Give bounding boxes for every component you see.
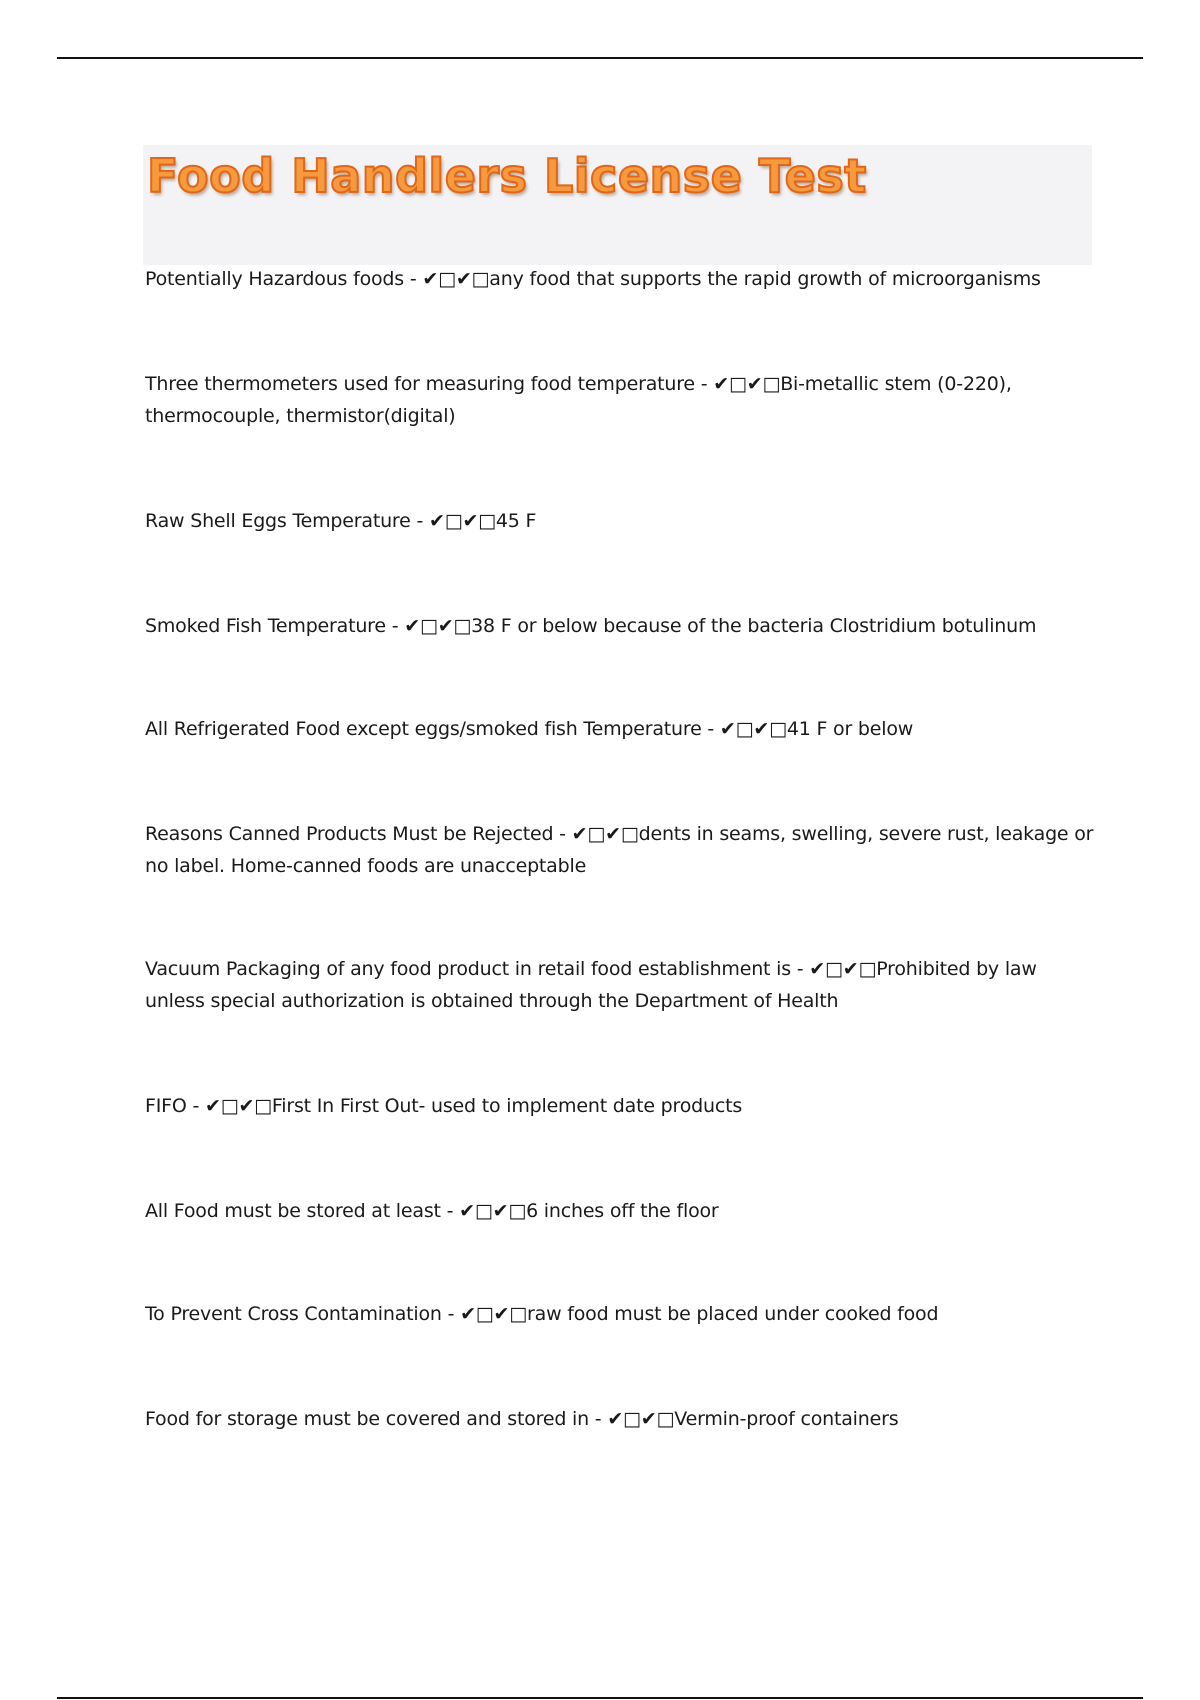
qa-item <box>145 1403 1095 1435</box>
qa-item <box>145 368 1095 432</box>
separator: - <box>790 958 810 980</box>
answer-text: Bi-metallic stem (0-220), thermocouple, thermistor(digital) <box>145 373 1012 427</box>
qa-item <box>145 713 1095 745</box>
separator: - <box>385 615 405 637</box>
check-marks: ✔□✔□ <box>428 510 496 532</box>
separator: - <box>404 268 423 290</box>
qa-item <box>145 263 1095 295</box>
separator: - <box>186 1095 205 1117</box>
question-text: Food for storage must be covered and stored in <box>145 1408 589 1430</box>
check-marks: ✔□✔□ <box>460 1303 528 1325</box>
answer-text: 45 F <box>495 510 537 532</box>
answer-text: raw food must be placed under cooked food <box>527 1303 939 1325</box>
separator: - <box>410 510 429 532</box>
check-marks: ✔□✔□ <box>459 1200 527 1222</box>
question-text: Potentially Hazardous foods <box>145 268 404 290</box>
answer-text: Vermin-proof containers <box>674 1408 899 1430</box>
top-rule <box>57 57 1143 59</box>
question-text: All Refrigerated Food except eggs/smoked fish Temperature <box>145 718 702 740</box>
check-marks: ✔□✔□ <box>422 268 490 290</box>
answer-text: any food that supports the rapid growth of microorganisms <box>489 268 1041 290</box>
question-text: To Prevent Cross Contamination <box>145 1303 442 1325</box>
check-marks: ✔□✔□ <box>607 1408 675 1430</box>
check-marks: ✔□✔□ <box>713 373 781 395</box>
check-marks: ✔□✔□ <box>809 958 877 980</box>
question-text: Three thermometers used for measuring food temperature <box>145 373 695 395</box>
question-text: Reasons Canned Products Must be Rejected <box>145 823 554 845</box>
answer-text: 6 inches off the floor <box>526 1200 719 1222</box>
question-text: FIFO <box>145 1095 187 1117</box>
check-marks: ✔□✔□ <box>404 615 472 637</box>
qa-item <box>145 610 1095 642</box>
check-marks: ✔□✔□ <box>571 823 639 845</box>
separator: - <box>440 1200 460 1222</box>
check-marks: ✔□✔□ <box>719 718 787 740</box>
question-text: Smoked Fish Temperature <box>145 615 386 637</box>
answer-text: First In First Out- used to implement date products <box>271 1095 743 1117</box>
question-text: Vacuum Packaging of any food product in retail food establishment is <box>145 958 791 980</box>
separator: - <box>441 1303 461 1325</box>
qa-item <box>145 953 1095 1017</box>
answer-text: 41 F or below <box>786 718 914 740</box>
question-text: Raw Shell Eggs Temperature <box>145 510 411 532</box>
qa-item <box>145 1298 1095 1330</box>
separator: - <box>694 373 714 395</box>
check-marks: ✔□✔□ <box>204 1095 272 1117</box>
document-title: Food Handlers License Test <box>147 149 867 203</box>
bottom-rule <box>57 1697 1143 1699</box>
separator: - <box>701 718 720 740</box>
qa-item <box>145 1195 1095 1227</box>
question-text: All Food must be stored at least <box>145 1200 441 1222</box>
title-banner <box>143 145 1092 265</box>
qa-item <box>145 505 1095 537</box>
answer-text: Prohibited by law unless special authorization is obtained through the Department of Health <box>145 958 1037 1012</box>
qa-item <box>145 818 1095 882</box>
answer-text: 38 F or below because of the bacteria Clostridium botulinum <box>471 615 1037 637</box>
separator: - <box>588 1408 608 1430</box>
answer-text: dents in seams, swelling, severe rust, leakage or no label. Home-canned foods are unacceptable <box>145 823 1094 877</box>
qa-item <box>145 1090 1095 1122</box>
separator: - <box>553 823 572 845</box>
